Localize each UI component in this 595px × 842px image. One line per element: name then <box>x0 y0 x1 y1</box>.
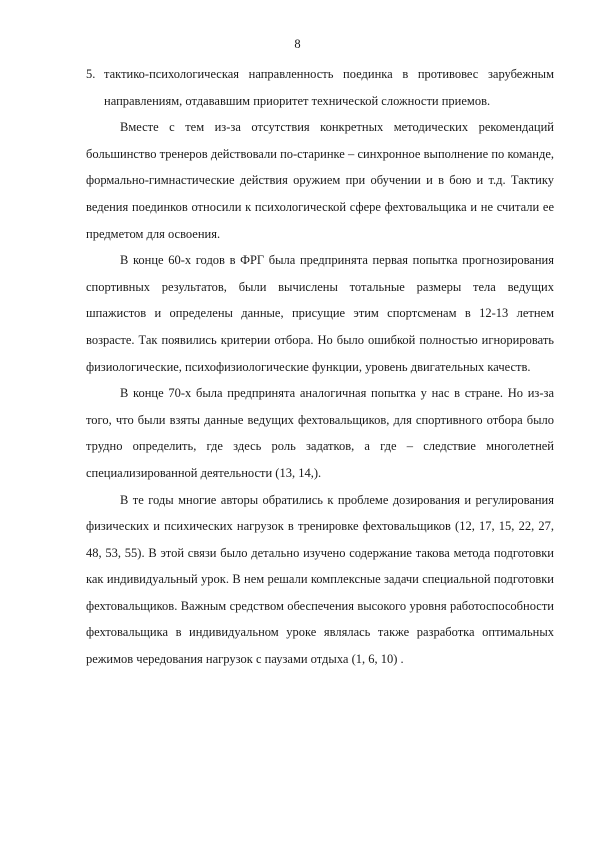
page-number: 8 <box>294 37 301 51</box>
paragraph: В те годы многие авторы обратились к проблеме дозирования и регулирования физических и психических нагрузок в тренировке фехтовальщиков (12, 17, 15, 22, 27, 48, 53, 55). В этой связи было детально изучено содержание такова метода подготовки как индивидуальный урок. В нем решали комплексные задачи специальной подготовки фехтовальщиков. Важным средством обеспечения высокого уровня работоспособности фехтовальщика в индивидуальном уроке являлась также разработка оптимальных режимов чередования нагрузок с паузами отдыха (1, 6, 10) . <box>86 492 554 667</box>
paragraph: В конце 60-х годов в ФРГ была предпринята первая попытка прогнозирования спортивных результатов, были вычислены тотальные размеры тела ведущих шпажистов и определены данные, присущие этим спортсменам в 12-13 летнем возрасте. Так появились критерии отбора. Но было ошибкой полностью игнорировать физиологические, психофизиологические функции, уровень двигательных качеств. <box>86 253 554 374</box>
paragraph: Вместе с тем из-за отсутствия конкретных методических рекомендаций большинство тренеров действовали по-старинке – синхронное выполнение по команде, формально-гимнастические действия оружием при обучении и в бою и т.д. Тактику ведения поединков относили к психологической сфере фехтовальщика и не считали ее предметом для освоения. <box>86 120 554 241</box>
list-item-number: 5. <box>86 67 96 81</box>
page-body <box>86 61 554 673</box>
list-item-text: тактико-психологическая направленность поединка в противовес зарубежным направлениям, отдававшим приоритет технической сложности приемов. <box>104 67 554 108</box>
paragraph: В конце 70-х была предпринята аналогичная попытка у нас в стране. Но из-за того, что были взяты данные ведущих фехтовальщиков, для спортивного отбора было трудно определить, где здесь роль задатков, а где – следствие многолетней специализированной деятельности (13, 14,). <box>86 386 554 480</box>
list-item <box>86 61 554 114</box>
